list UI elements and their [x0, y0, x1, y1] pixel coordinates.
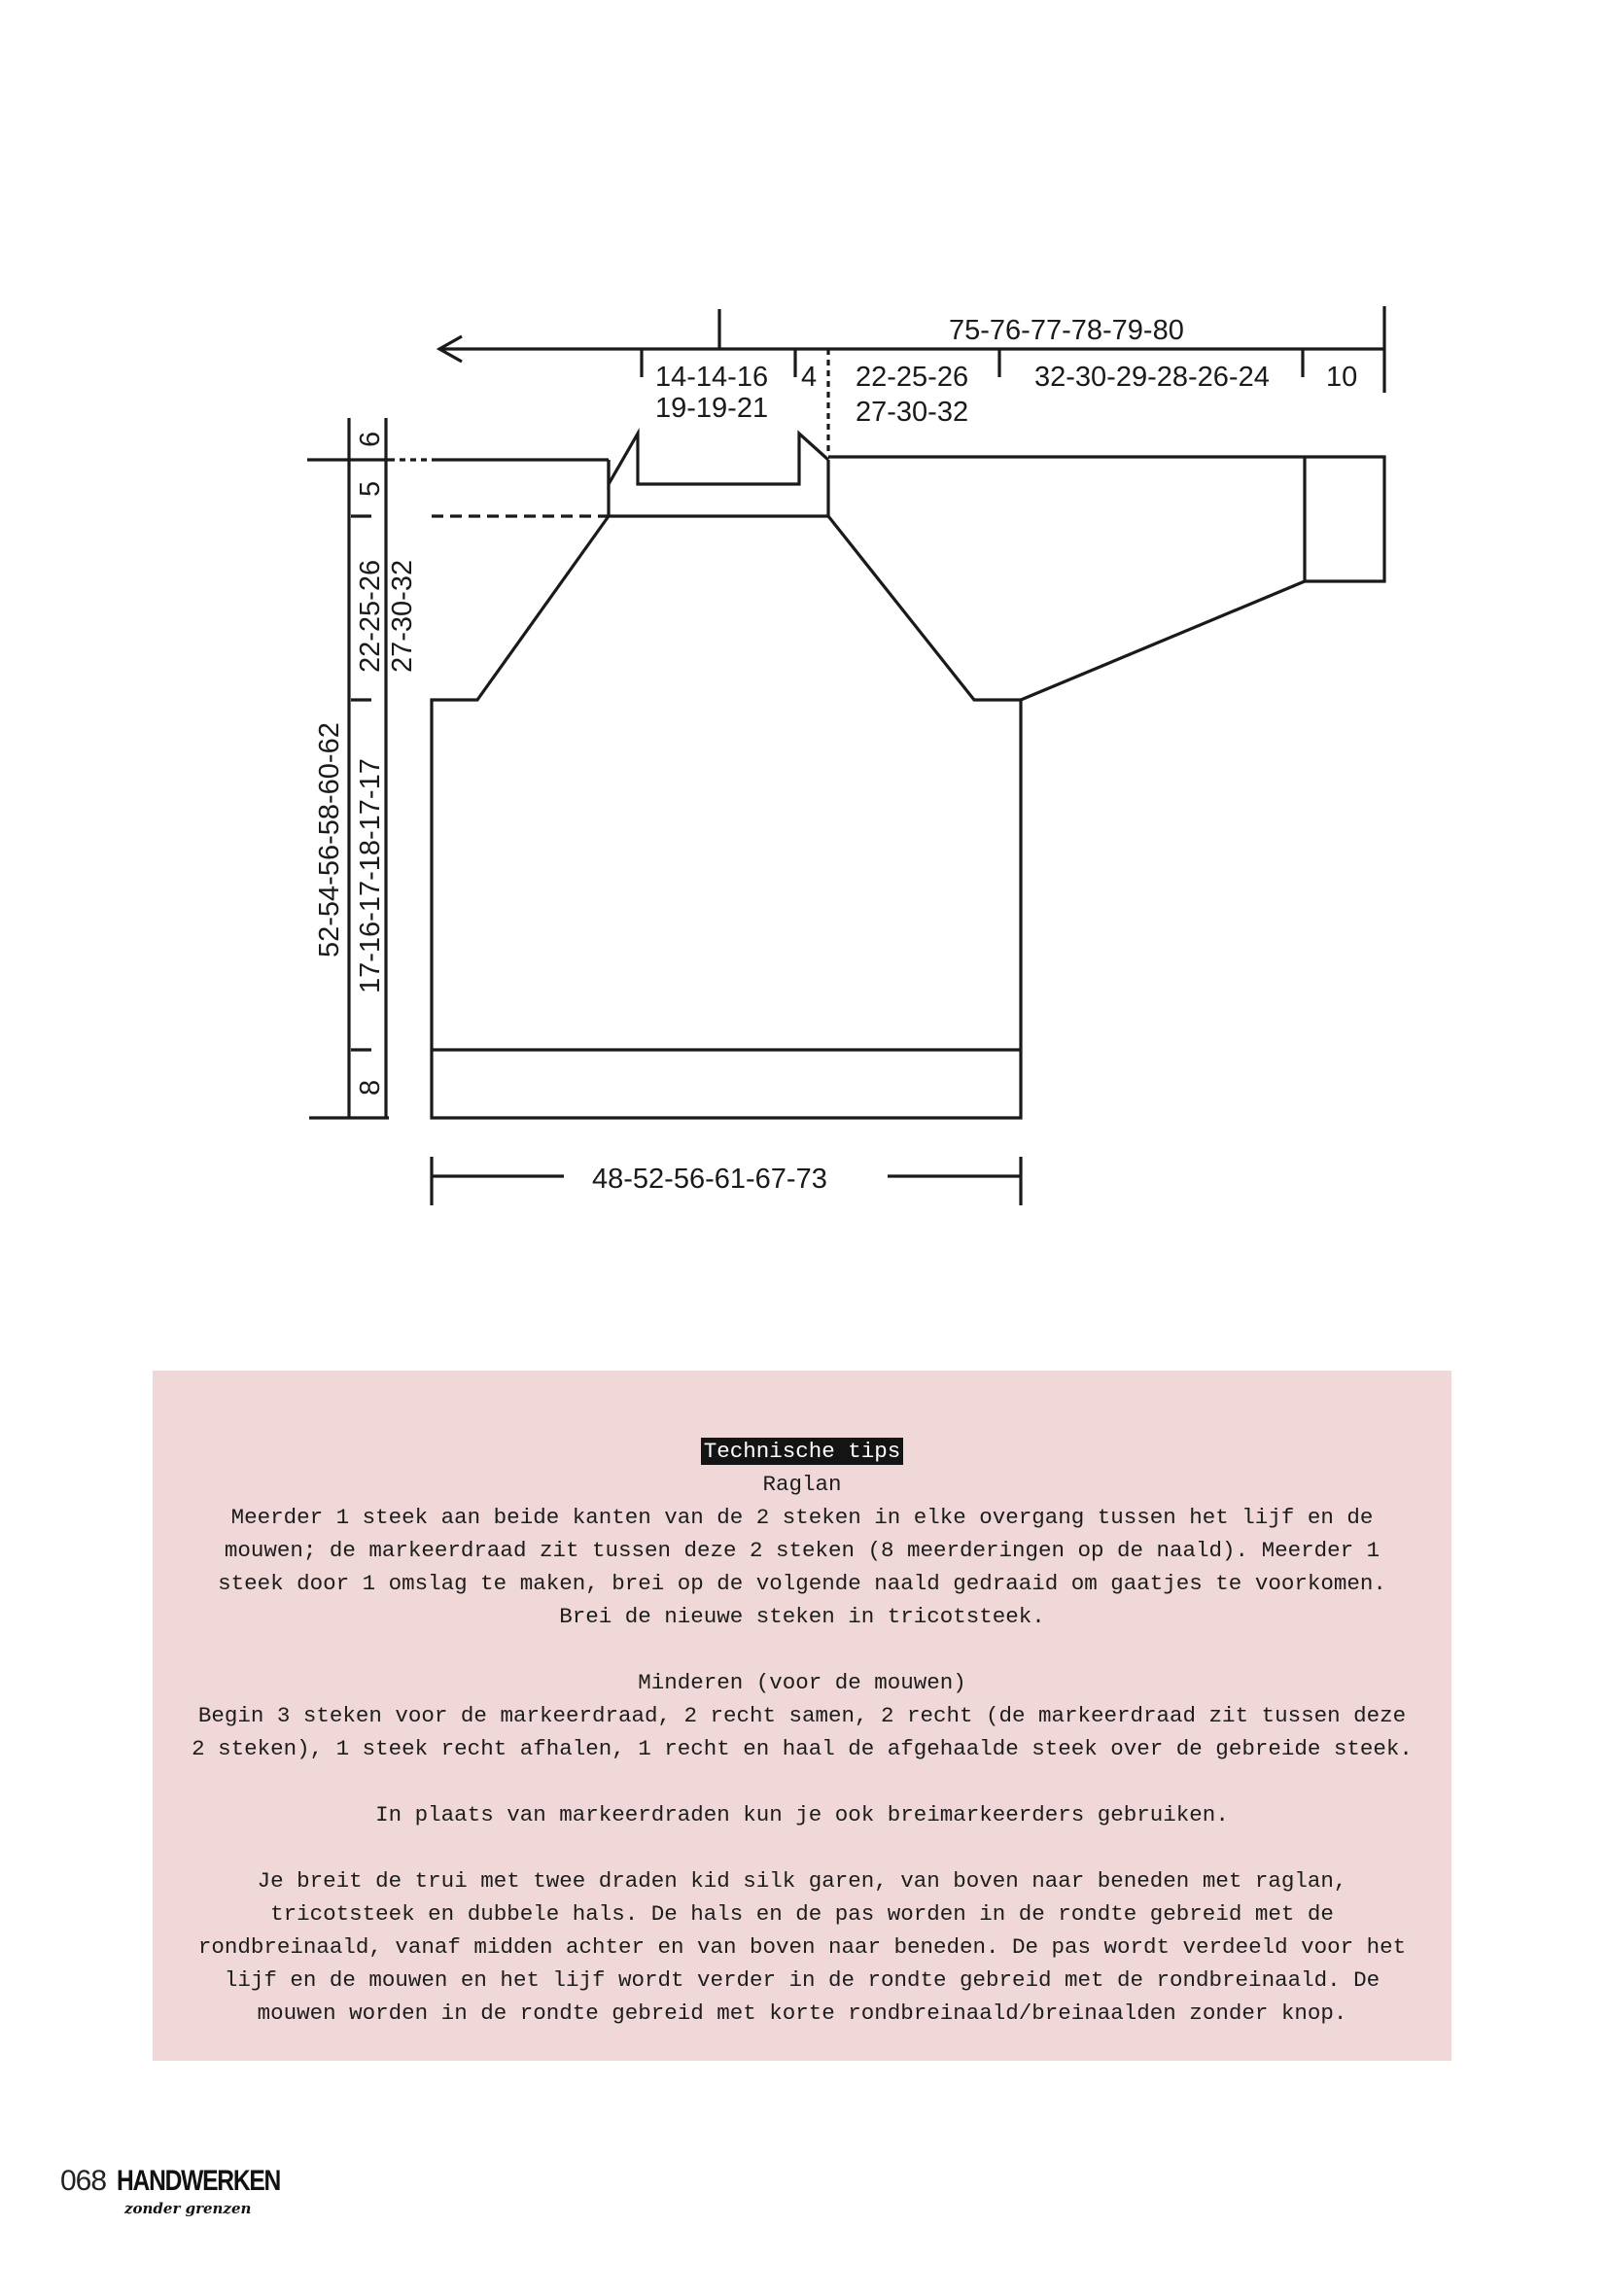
neck-edge-label: 4 [801, 362, 818, 393]
collar-outline [609, 434, 828, 484]
cuff-width-label: 10 [1326, 362, 1358, 393]
pattern-description: Je breit de trui met twee draden kid silk garen, van boven naar beneden met raglan, tricotsteek en dubbele hals. De hals en de pas worden in de rondte gebreid met de rondbreinaald, vanaf midden achter en van boven naar beneden. De pas wordt verdeeld voor het lijf en de mouwen en het lijf wordt verder in de rondte gebreid met de rondbreinaald. De mouwen worden in de rondte gebreid met korte rondbreinaald/breinaalden zonder knop. [197, 1868, 1407, 2026]
magazine-tagline: zonder grenzen [124, 2200, 252, 2217]
collar-height-label: 6 [355, 431, 386, 447]
raglan-height-label: 22-25-26 [355, 559, 386, 673]
total-sleeve-width-label: 75-76-77-78-79-80 [949, 315, 1184, 346]
body-side-height-label: 17-16-17-18-17-17 [355, 758, 386, 993]
neck-band-outline [609, 460, 828, 516]
sleeve-outline [828, 457, 1384, 700]
sleeve-width-label: 32-30-29-28-26-24 [1034, 362, 1270, 393]
marker-note: In plaats van markeerdraden kun je ook breimarkeerders gebruiken. [375, 1802, 1229, 1827]
decrease-heading: Minderen (voor de mouwen) [638, 1670, 966, 1695]
raglan-width-label: 27-30-32 [856, 397, 969, 428]
neck-width-label: 19-19-21 [655, 393, 769, 424]
rib-height-label: 8 [355, 1079, 386, 1096]
raglan-width-label: 22-25-26 [856, 362, 969, 393]
body-and-sleeve-outline [432, 516, 1021, 1118]
raglan-text: Meerder 1 steek aan beide kanten van de 2 steken in elke overgang tussen het lijf en de mouwen; de markeerdraad zit tussen deze 2 steken (8 meerderingen op de naald). Meerder 1 steek door 1 omslag te maken, brei op de volgende naald gedraaid om gaatjes te voorkomen. Brei de nieuwe steken in tricotsteek. [218, 1505, 1386, 1629]
neck-band-height-label: 5 [355, 480, 386, 497]
raglan-height-label: 27-30-32 [387, 559, 418, 673]
tips-title-row [188, 1435, 1416, 1468]
page-number: 068 [60, 2165, 107, 2197]
page-footer [60, 2165, 313, 2243]
technical-tips-box [153, 1371, 1451, 2061]
body-total-height-label: 52-54-56-58-60-62 [314, 722, 345, 957]
tips-title: Technische tips [701, 1438, 904, 1465]
neck-width-label: 14-14-16 [655, 362, 769, 393]
magazine-brand: HANDWERKEN [117, 2165, 281, 2197]
decrease-text: Begin 3 steken voor de markeerdraad, 2 recht samen, 2 recht (de markeerdraad zit tussen deze 2 steken), 1 steek recht afhalen, 1 recht en haal de afgehaalde steek over de gebreide steek. [192, 1703, 1413, 1761]
raglan-heading: Raglan [762, 1472, 842, 1497]
body-width-label: 48-52-56-61-67-73 [592, 1164, 827, 1195]
